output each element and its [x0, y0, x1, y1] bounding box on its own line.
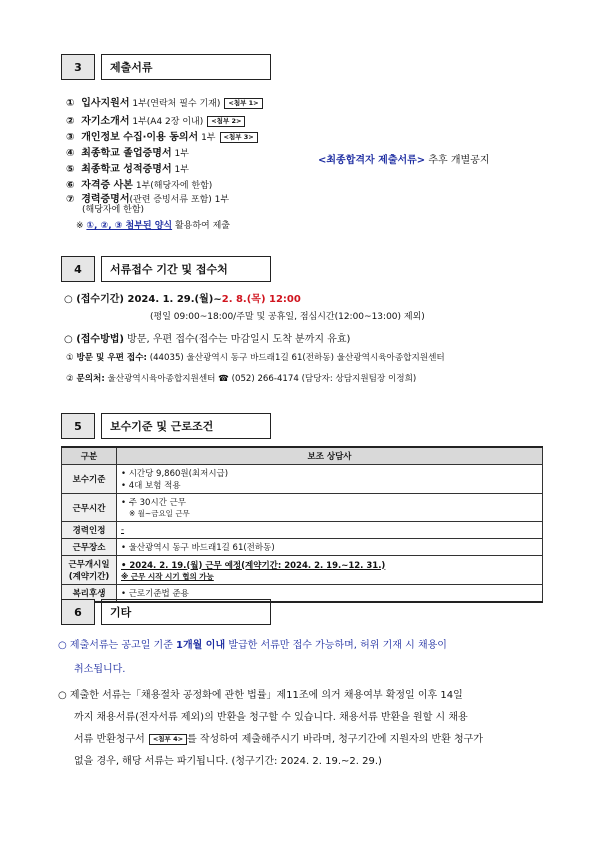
row-value: -: [117, 522, 543, 539]
etc-paragraph-2-line2: 까지 채용서류(전자서류 제외)의 반환을 청구할 수 있습니다. 채용서류 반환을 원할 시 채용: [74, 712, 468, 723]
section-title: 서류접수 기간 및 접수처: [101, 256, 271, 282]
attachment-tag: <첨부 2>: [207, 116, 245, 127]
header-category: 구분: [62, 447, 117, 465]
section-4-header: [61, 256, 271, 282]
table-row: [62, 522, 543, 539]
row-key: 보수기준: [62, 465, 117, 494]
receipt-contact: ② 문의처: 울산광역시육아종합지원센터 ☎ (052) 266-4174 (담당자: 상담지원팀장 이정희): [66, 374, 417, 384]
etc-paragraph-2-line1: ○ 제출한 서류는「채용절차 공정화에 관한 법률」제11조에 의거 채용여부 확정일 이후 14일: [58, 690, 463, 701]
receipt-hours: (평일 09:00~18:00/주말 및 공휴일, 점심시간(12:00~13:00) 제외): [150, 312, 425, 322]
document-item: ④ 최종학교 졸업증명서 1부: [66, 148, 189, 159]
table-row: [62, 556, 543, 585]
deadline: 2. 8.(목) 12:00: [221, 294, 301, 305]
document-item: ⑦ 경력증명서(관련 증빙서류 포함) 1부: [66, 194, 230, 205]
row-value: • 2024. 2. 19.(월) 근무 예정(계약기간: 2024. 2. 19.~12. 31.) ※ 근무 시작 시기 협의 가능: [117, 556, 543, 585]
table-row: [62, 494, 543, 522]
etc-paragraph-1: ○ 제출서류는 공고일 기준 1개월 이내 발급한 서류만 접수 가능하며, 허위 기재 시 채용이: [58, 640, 447, 651]
receipt-address: ① 방문 및 우편 접수: (44035) 울산광역시 동구 바드래1길 61(전하동) 울산광역시육아종합지원센터: [66, 353, 445, 363]
document-item: ② 자기소개서 1부(A4 2장 이내) <첨부 2>: [66, 112, 245, 127]
document-item: ① 입사지원서 1부(연락처 필수 기재) <첨부 1>: [66, 94, 263, 109]
document-item: ③ 개인정보 수집·이용 동의서 1부 <첨부 3>: [66, 128, 258, 143]
compensation-table: [61, 446, 543, 603]
table-header-row: [62, 447, 543, 465]
etc-paragraph-1-cont: 취소됩니다.: [74, 664, 126, 675]
header-position: 보조 상담사: [117, 447, 543, 465]
etc-paragraph-2-line4: 없을 경우, 해당 서류는 파기됩니다. (청구기간: 2024. 2. 19.~2. 29.): [74, 756, 382, 767]
section-6-header: [61, 599, 271, 625]
section-number: 6: [61, 599, 95, 625]
section-5-header: [61, 413, 271, 439]
table-row: [62, 539, 543, 556]
row-value: • 울산광역시 동구 바드래1길 61(전하동): [117, 539, 543, 556]
etc-paragraph-2-line3: 서류 반환청구서 <첨부 4> 를 작성하여 제출해주시기 바라며, 청구기간에 지원자의 반환 청구가: [74, 734, 483, 745]
section-3-header: [61, 54, 271, 80]
section-number: 5: [61, 413, 95, 439]
section-title: 제출서류: [101, 54, 271, 80]
row-key: 근무개시일 (계약기간): [62, 556, 117, 585]
row-value: • 근로기준법 준용: [117, 585, 543, 603]
receipt-method: ○ (접수방법) 방문, 우편 접수(접수는 마감일시 도착 분까지 유효): [64, 334, 351, 345]
attached-forms-link: ①, ②, ③ 첨부된 양식: [86, 221, 173, 231]
row-value: • 시간당 9,860원(최저시급) • 4대 보험 적용: [117, 465, 543, 494]
attachment-tag: <첨부 1>: [224, 98, 262, 109]
document-item: ⑤ 최종학교 성적증명서 1부: [66, 164, 189, 175]
section-title: 기타: [101, 599, 271, 625]
section-number: 3: [61, 54, 95, 80]
row-value: • 주 30시간 근무 ※ 월~금요일 근무: [117, 494, 543, 522]
docs-note: ※ ①, ②, ③ 첨부된 양식 활용하여 제출: [76, 221, 230, 231]
docs-extra: (해당자에 한함): [82, 205, 145, 215]
row-key: 근무시간: [62, 494, 117, 522]
row-key: 근무장소: [62, 539, 117, 556]
final-notice: <최종합격자 제출서류> 추후 개별공지: [318, 155, 490, 166]
attachment-tag: <첨부 3>: [220, 132, 258, 143]
row-key: 복리후생: [62, 585, 117, 603]
section-title: 보수기준 및 근로조건: [101, 413, 271, 439]
row-key: 경력인정: [62, 522, 117, 539]
receipt-period: ○ (접수기간) 2024. 1. 29.(월)~2. 8.(목) 12:00: [64, 294, 301, 305]
document-item: ⑥ 자격증 사본 1부(해당자에 한함): [66, 180, 213, 191]
section-number: 4: [61, 256, 95, 282]
table-row: [62, 465, 543, 494]
attachment-4-tag: <첨부 4>: [149, 734, 187, 745]
